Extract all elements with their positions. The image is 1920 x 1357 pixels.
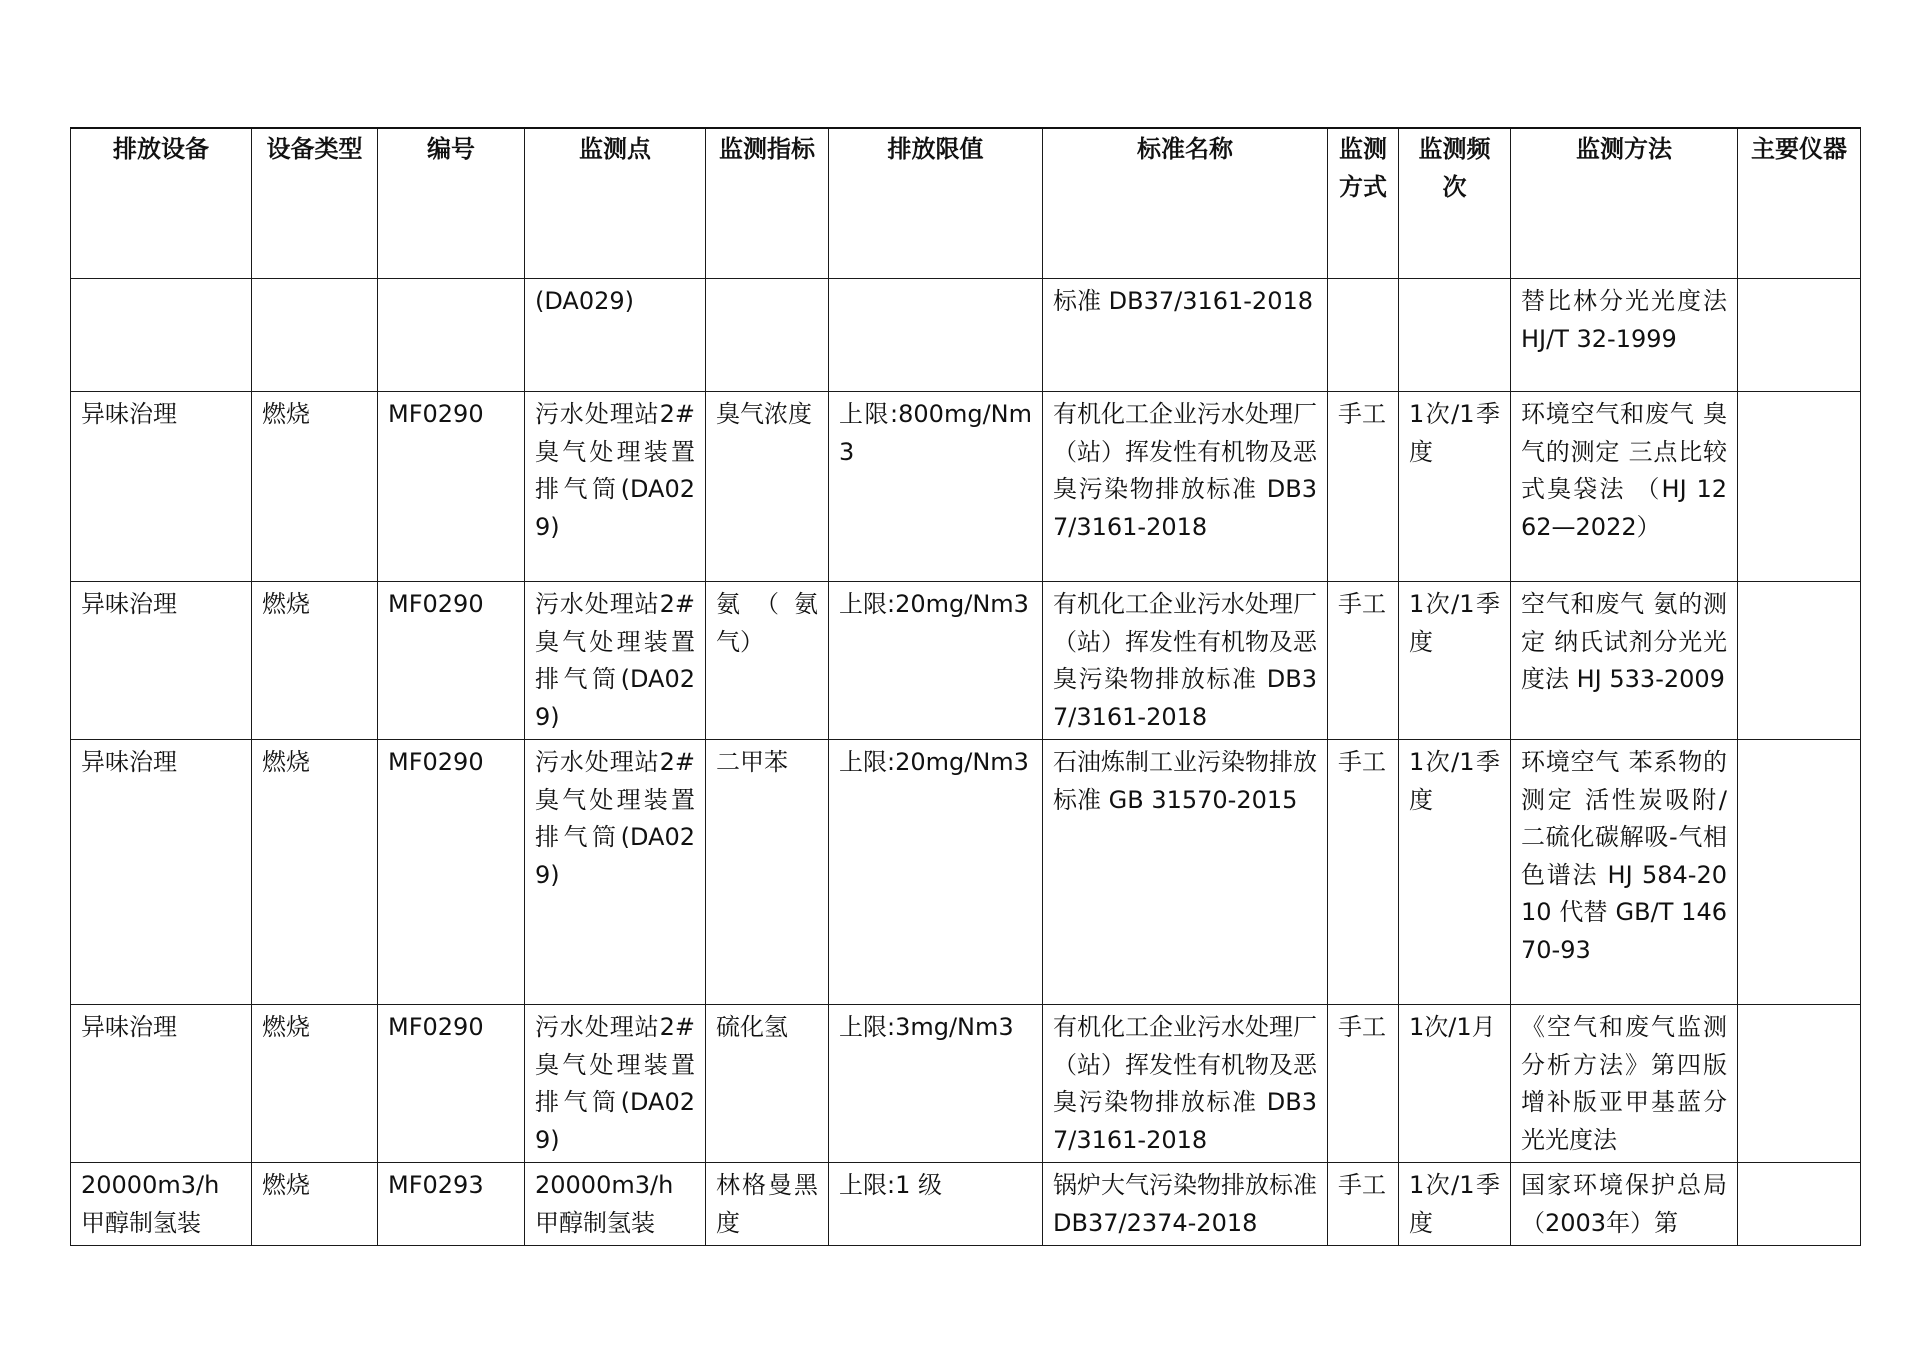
cell-instrument: [1738, 279, 1861, 392]
cell-method: 《空气和废气监测分析方法》第四版增补版亚甲基蓝分光光度法: [1511, 1005, 1738, 1163]
cell-device: 异味治理: [71, 740, 252, 1005]
table-header-row: [71, 128, 1861, 279]
cell-indicator: 林格曼黑度: [706, 1163, 829, 1246]
cell-code: MF0290: [378, 582, 525, 740]
cell-code: MF0293: [378, 1163, 525, 1246]
table-row: [71, 279, 1861, 392]
cell-monitoring-point: 20000m3/h 甲醇制氢装: [525, 1163, 706, 1246]
cell-indicator: 硫化氢: [706, 1005, 829, 1163]
cell-emission-limit: 上限:3mg/Nm3: [829, 1005, 1043, 1163]
cell-frequency: 1次/1月: [1399, 1005, 1511, 1163]
cell-device: [71, 279, 252, 392]
cell-monitoring-mode: 手工: [1328, 1163, 1399, 1246]
cell-device-type: [252, 279, 378, 392]
cell-frequency: 1次/1季度: [1399, 1163, 1511, 1246]
cell-standard-name: 石油炼制工业污染物排放标准 GB 31570-2015: [1043, 740, 1328, 1005]
table-row: [71, 392, 1861, 582]
cell-monitoring-mode: 手工: [1328, 582, 1399, 740]
table-row: [71, 740, 1861, 1005]
cell-device-type: 燃烧: [252, 582, 378, 740]
cell-code: MF0290: [378, 392, 525, 582]
cell-method: 空气和废气 氨的测定 纳氏试剂分光光度法 HJ 533-2009: [1511, 582, 1738, 740]
cell-emission-limit: 上限:1 级: [829, 1163, 1043, 1246]
cell-method: 国家环境保护总局（2003年）第: [1511, 1163, 1738, 1246]
header-device-type: 设备类型: [252, 128, 378, 279]
cell-monitoring-mode: 手工: [1328, 392, 1399, 582]
table-row: [71, 1005, 1861, 1163]
cell-monitoring-point: (DA029): [525, 279, 706, 392]
header-instrument: 主要仪器: [1738, 128, 1861, 279]
cell-instrument: [1738, 1163, 1861, 1246]
cell-standard-name: 有机化工企业污水处理厂（站）挥发性有机物及恶臭污染物排放标准 DB37/3161-2018: [1043, 1005, 1328, 1163]
cell-monitoring-mode: 手工: [1328, 740, 1399, 1005]
table-row: [71, 582, 1861, 740]
cell-device: 异味治理: [71, 392, 252, 582]
cell-emission-limit: 上限:800mg/Nm3: [829, 392, 1043, 582]
cell-indicator: 二甲苯: [706, 740, 829, 1005]
cell-device: 异味治理: [71, 582, 252, 740]
cell-monitoring-mode: 手工: [1328, 1005, 1399, 1163]
cell-device-type: 燃烧: [252, 392, 378, 582]
cell-emission-limit: [829, 279, 1043, 392]
header-code: 编号: [378, 128, 525, 279]
cell-instrument: [1738, 740, 1861, 1005]
cell-device-type: 燃烧: [252, 1163, 378, 1246]
header-method: 监测方法: [1511, 128, 1738, 279]
cell-monitoring-point: 污水处理站2#臭气处理装置排气筒(DA029): [525, 1005, 706, 1163]
cell-device-type: 燃烧: [252, 1005, 378, 1163]
cell-device: 20000m3/h 甲醇制氢装: [71, 1163, 252, 1246]
cell-emission-limit: 上限:20mg/Nm3: [829, 582, 1043, 740]
cell-monitoring-point: 污水处理站2#臭气处理装置排气筒(DA029): [525, 582, 706, 740]
cell-frequency: 1次/1季度: [1399, 582, 1511, 740]
cell-monitoring-point: 污水处理站2#臭气处理装置排气筒(DA029): [525, 392, 706, 582]
cell-standard-name: 有机化工企业污水处理厂（站）挥发性有机物及恶臭污染物排放标准 DB37/3161-2018: [1043, 582, 1328, 740]
cell-frequency: 1次/1季度: [1399, 392, 1511, 582]
header-frequency: 监测频次: [1399, 128, 1511, 279]
cell-standard-name: 锅炉大气污染物排放标准 DB37/2374-2018: [1043, 1163, 1328, 1246]
monitoring-table: [70, 127, 1861, 1246]
cell-code: MF0290: [378, 1005, 525, 1163]
cell-code: [378, 279, 525, 392]
header-standard-name: 标准名称: [1043, 128, 1328, 279]
cell-indicator: [706, 279, 829, 392]
cell-indicator: 臭气浓度: [706, 392, 829, 582]
cell-device-type: 燃烧: [252, 740, 378, 1005]
header-indicator: 监测指标: [706, 128, 829, 279]
table-row: [71, 1163, 1861, 1246]
cell-monitoring-point: 污水处理站2#臭气处理装置排气筒(DA029): [525, 740, 706, 1005]
cell-device: 异味治理: [71, 1005, 252, 1163]
header-monitoring-point: 监测点: [525, 128, 706, 279]
cell-instrument: [1738, 392, 1861, 582]
cell-instrument: [1738, 1005, 1861, 1163]
cell-emission-limit: 上限:20mg/Nm3: [829, 740, 1043, 1005]
cell-instrument: [1738, 582, 1861, 740]
header-device: 排放设备: [71, 128, 252, 279]
cell-standard-name: 有机化工企业污水处理厂（站）挥发性有机物及恶臭污染物排放标准 DB37/3161-2018: [1043, 392, 1328, 582]
cell-frequency: [1399, 279, 1511, 392]
cell-monitoring-mode: [1328, 279, 1399, 392]
cell-method: 替比林分光光度法 HJ/T 32-1999: [1511, 279, 1738, 392]
cell-standard-name: 标准 DB37/3161-2018: [1043, 279, 1328, 392]
header-emission-limit: 排放限值: [829, 128, 1043, 279]
cell-method: 环境空气 苯系物的测定 活性炭吸附/二硫化碳解吸-气相色谱法 HJ 584-2010 代替 GB/T 14670-93: [1511, 740, 1738, 1005]
cell-code: MF0290: [378, 740, 525, 1005]
header-monitoring-mode: 监测方式: [1328, 128, 1399, 279]
cell-frequency: 1次/1季度: [1399, 740, 1511, 1005]
cell-method: 环境空气和废气 臭气的测定 三点比较式臭袋法 （HJ 1262—2022）: [1511, 392, 1738, 582]
cell-indicator: 氨（氨气）: [706, 582, 829, 740]
